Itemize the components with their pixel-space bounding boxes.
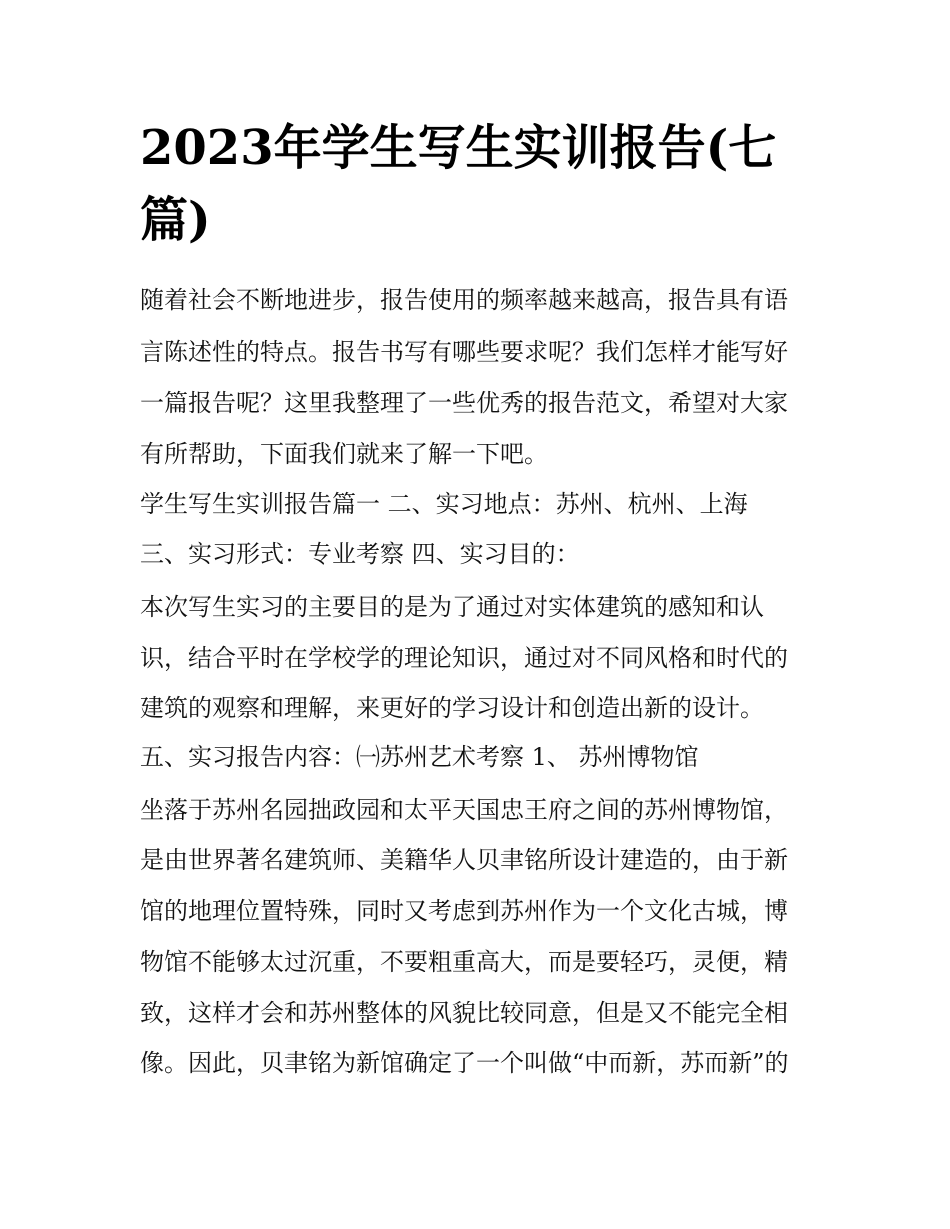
body-line: 三、实习形式：专业考察 四、实习目的：	[140, 540, 580, 568]
body-line: 建筑的观察和理解，来更好的学习设计和创造出新的设计。	[140, 694, 764, 722]
title-line-2: 篇)	[140, 192, 211, 248]
body-line: 一篇报告呢？这里我整理了一些优秀的报告范文，希望对大家	[140, 389, 788, 417]
body-line: 有所帮助，下面我们就来了解一下吧。	[140, 440, 548, 468]
body-line: 馆的地理位置特殊，同时又考虑到苏州作为一个文化古城，博	[140, 897, 788, 925]
body-line: 坐落于苏州名园拙政园和太平天国忠王府之间的苏州博物馆，	[140, 796, 788, 824]
body-line: 随着社会不断地进步，报告使用的频率越来越高，报告具有语	[140, 286, 788, 314]
body-line: 致，这样才会和苏州整体的风貌比较同意，但是又不能完全相	[140, 999, 788, 1027]
section-heading-line: 五、实习报告内容：㈠苏州艺术考察 1、 苏州博物馆	[140, 743, 699, 771]
body-line: 本次写生实习的主要目的是为了通过对实体建筑的感知和认	[140, 593, 764, 621]
body-line: 言陈述性的特点。报告书写有哪些要求呢？我们怎样才能写好	[140, 338, 788, 366]
document-title	[140, 112, 820, 256]
body-line: 识，结合平时在学校学的理论知识，通过对不同风格和时代的	[140, 644, 788, 672]
title-line-1: 2023年学生写生实训报告(七	[140, 120, 777, 176]
body-line: 像。因此，贝聿铭为新馆确定了一个叫做“中而新，苏而新”的	[140, 1049, 789, 1077]
section-heading-line: 学生写生实训报告篇一 二、实习地点：苏州、杭州、上海	[140, 490, 748, 518]
body-line: 是由世界著名建筑师、美籍华人贝聿铭所设计建造的，由于新	[140, 846, 788, 874]
body-line: 物馆不能够太过沉重，不要粗重高大，而是要轻巧，灵便，精	[140, 948, 788, 976]
